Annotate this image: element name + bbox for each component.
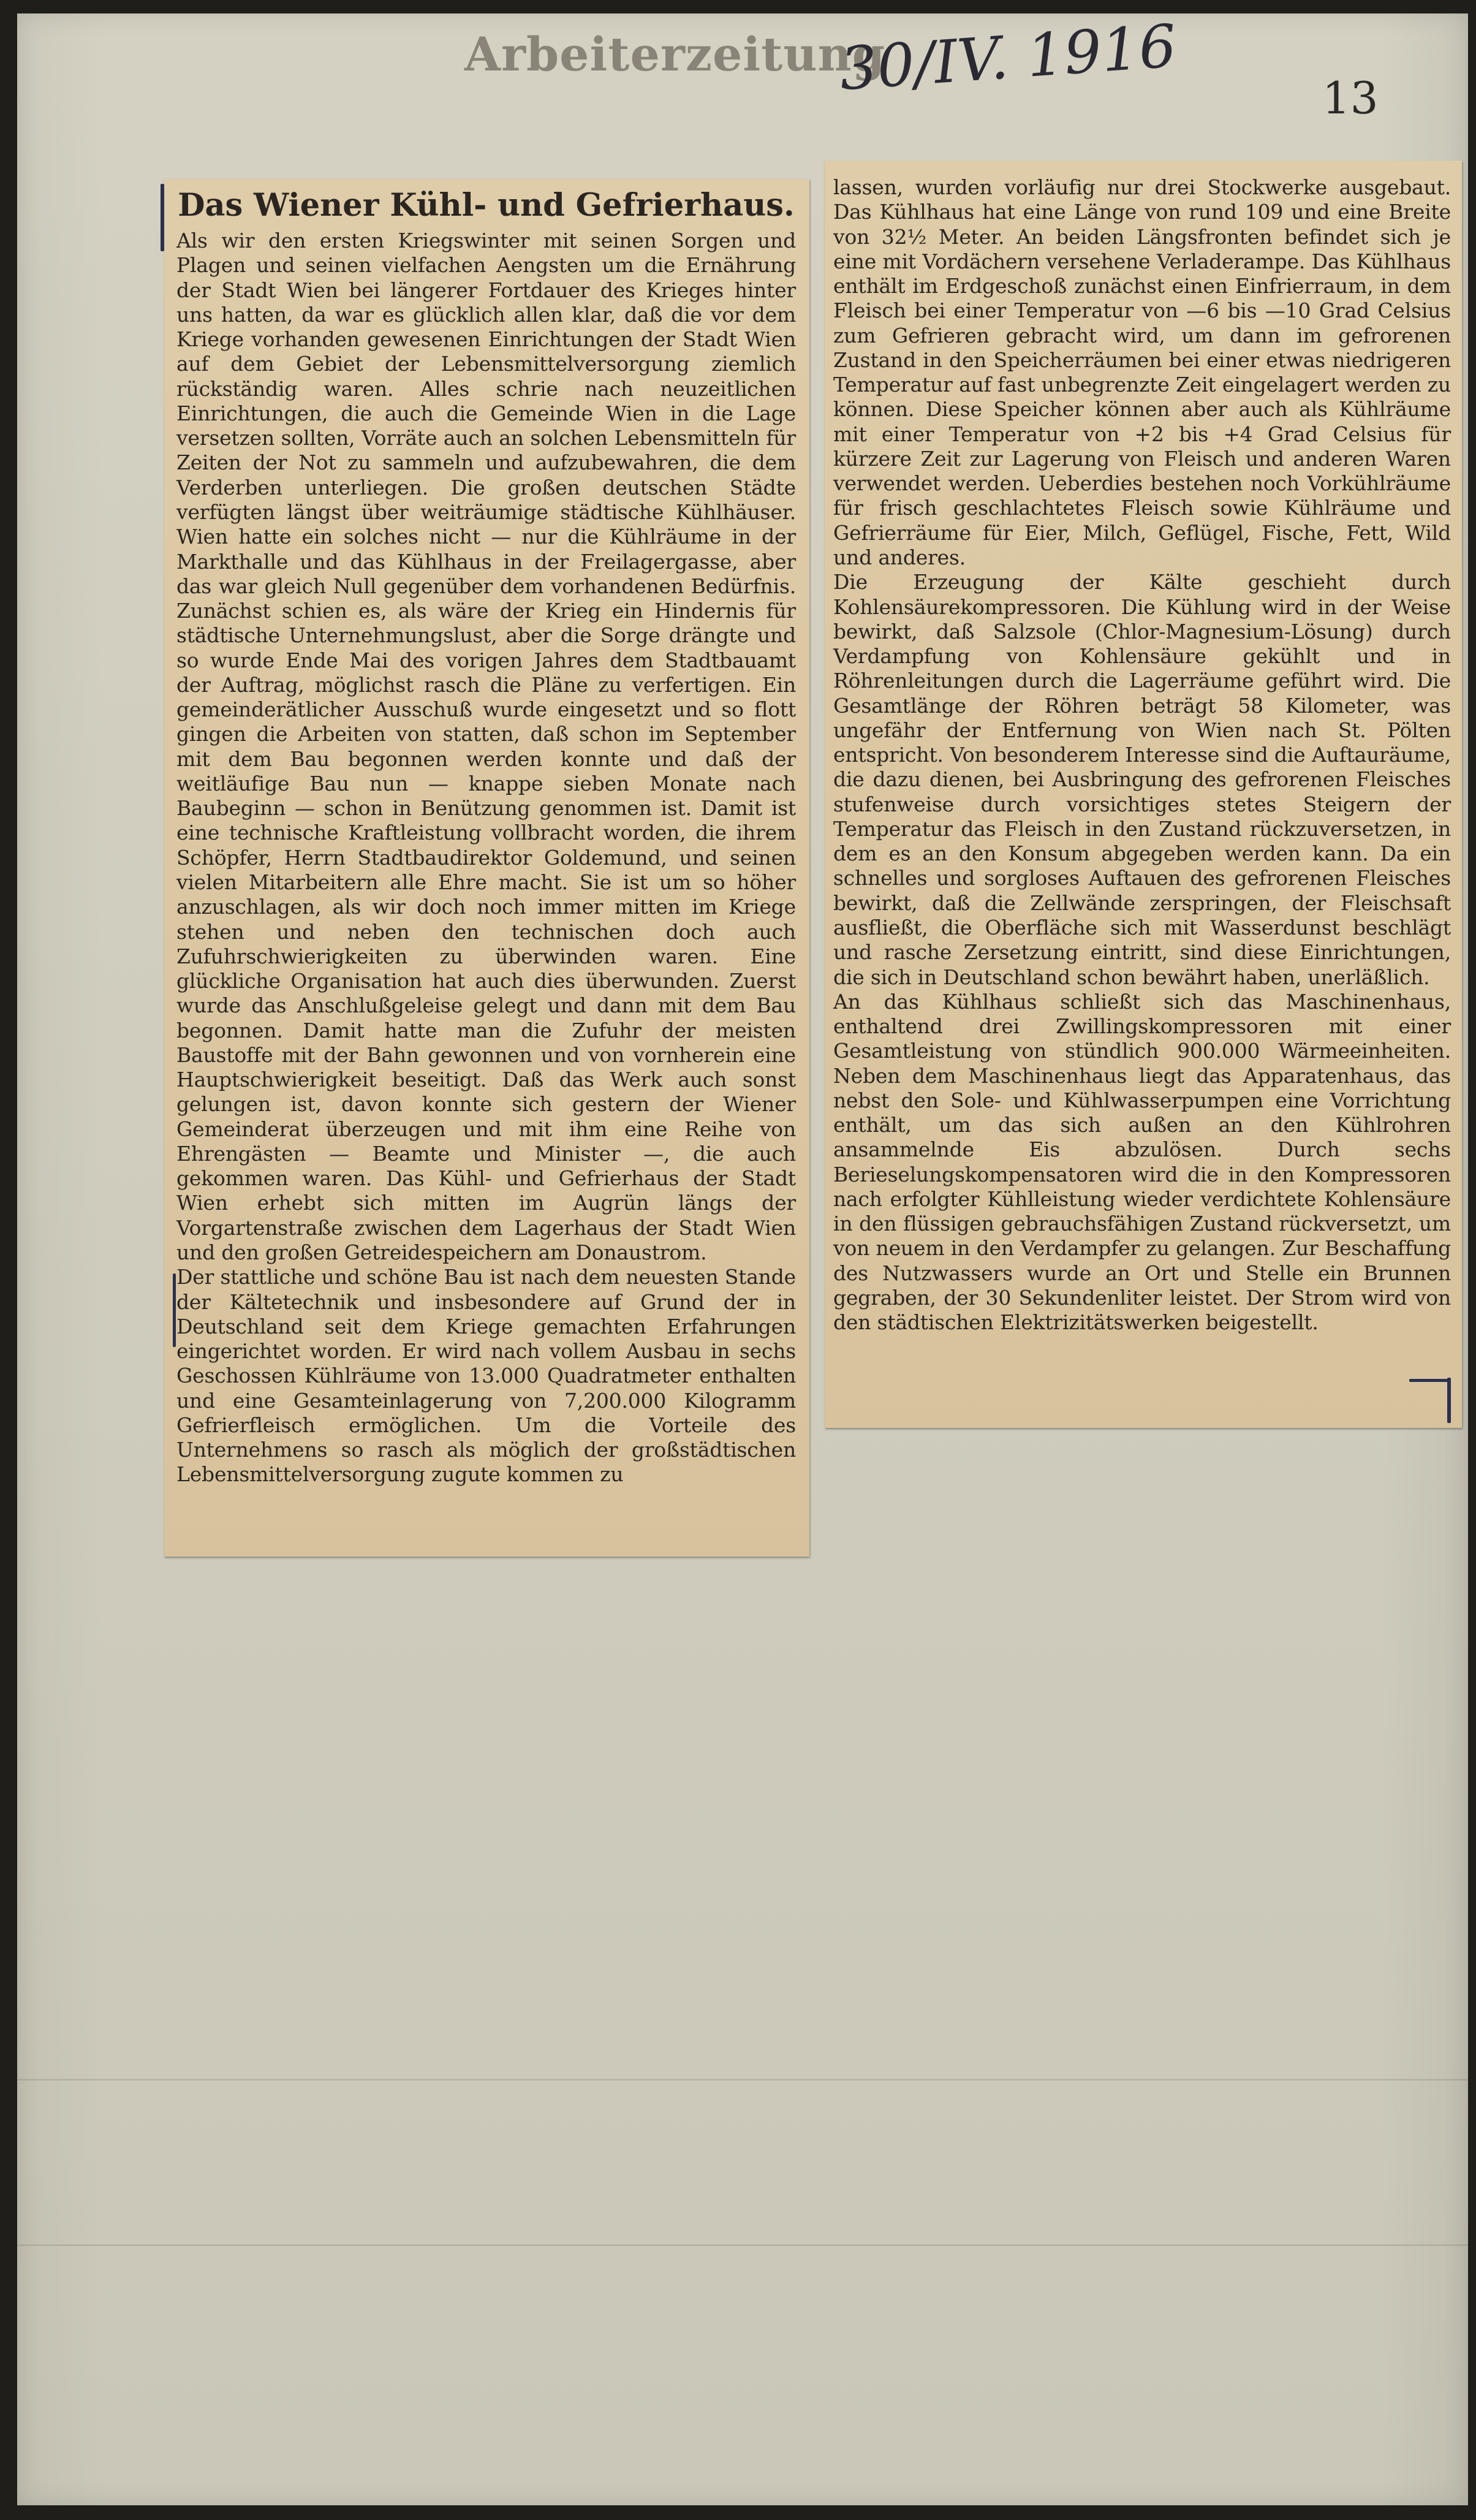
newspaper-stamp: Arbeiterzeitung <box>464 27 886 82</box>
pen-bracket-mark <box>1409 1379 1450 1382</box>
sheet-fold-line <box>17 2079 1468 2081</box>
page-number: 13 <box>1322 72 1379 124</box>
pen-bracket-mark <box>173 1273 176 1347</box>
clipping-right-column <box>825 161 1462 1428</box>
pen-bracket-mark <box>1447 1378 1451 1423</box>
pen-bracket-mark <box>161 184 164 251</box>
handwritten-date: 30/IV. 1916 <box>837 11 1179 104</box>
article-text-right: lassen, wurden vorläufig nur drei Stockwerke ausgebaut. Das Kühlhaus hat eine Länge von rund 109 und eine Breite von 32½ Meter. An beiden Längsfronten befindet sich je eine mit Vordächern versehene Verladerampe. Das Kühlhaus enthält im Erdgeschoß zunächst einen Einfrierraum, in dem Fleisch bei einer Temperatur von —6 bis —10 Grad Celsius zum Gefrieren gebracht wird, um dann im gefrorenen Zustand in den Speicherräumen bei einer etwas niedrigeren Temperatur auf fast unbegrenzte Zeit eingelagert werden zu können. Diese Speicher können aber auch als Kühlräume mit einer Temperatur von +2 bis +4 Grad Celsius für kürzere Zeit zur Lagerung von Fleisch und anderen Waren verwendet werden. Ueberdies bestehen noch Vorkühlräume für frisch geschlachtetes Fleisch sowie Kühlräume und Gefrierräume für Eier, Milch, Geflügel, Fische, Fett, Wild und anderes. Die Erzeugung der Kälte geschieht durch Kohlensäurekompressoren. Die Kühlung wird in der Weise bewirkt, daß Salzsole (Chlor-Magnesium-Lösung) durch Verdampfung von Kohlensäure gekühlt und in Röhrenleitungen durch die Lagerräume geführt wird. Die Gesamtlänge der Röhren beträgt 58 Kilometer, was ungefähr der Entfernung von Wien nach St. Pölten entspricht. Von besonderem Interesse sind die Auftauräume, die dazu dienen, bei Ausbringung des gefrorenen Fleisches stufenweise durch vorsichtiges stetes Steigern der Temperatur das Fleisch in den Zustand rückzuversetzen, in dem es an den Konsum abgegeben werden kann. Da ein schnelles und sorgloses Auftauen des gefrorenen Fleisches bewirkt, daß die Zellwände zerspringen, der Fleischsaft ausfließt, die Oberfläche sich mit Wasserdunst beschlägt und rasche Zersetzung eintritt, sind diese Einrichtungen, die sich in Deutschland schon bewährt haben, unerläßlich. An das Kühlhaus schließt sich das Maschinenhaus, enthaltend drei Zwillingskompressoren mit einer Gesamtleistung von stündlich 900.000 Wärmeeinheiten. Neben dem Maschinenhaus liegt das Apparatenhaus, das nebst den Sole- und Kühlwasserpumpen eine Vorrichtung enthält, um das sich außen an den Kühlrohren ansammelnde Eis abzulösen. Durch sechs Berieselungskompensatoren wird die in den Kompressoren nach erfolgter Kühlleistung wieder verdichtete Kohlensäure in den flüssigen gebrauchsfähigen Zustand rückversetzt, um von neuem in den Verdampfer zu gelangen. Zur Beschaffung des Nutzwassers wurde an Ort und Stelle ein Brunnen gegraben, der 30 Sekundenliter leistet. Der Strom wird von den städtischen Elektrizitätswerken beigestellt. <box>833 175 1451 1335</box>
clipping-left-column <box>164 179 809 1557</box>
article-headline: Das Wiener Kühl- und Gefrierhaus. <box>178 187 795 224</box>
article-text-left: Als wir den ersten Kriegswinter mit seinen Sorgen und Plagen und seinen vielfachen Aengsten um die Ernährung der Stadt Wien bei längerer Fortdauer des Krieges hinter uns hatten, da war es glücklich allen klar, daß die vor dem Kriege vorhanden gewesenen Einrichtungen der Stadt Wien auf dem Gebiet der Lebensmittelversorgung ziemlich rückständig waren. Alles schrie nach neuzeitlichen Einrichtungen, die auch die Gemeinde Wien in die Lage versetzen sollten, Vorräte auch an solchen Lebensmitteln für Zeiten der Not zu sammeln und aufzubewahren, die dem Verderben unterliegen. Die großen deutschen Städte verfügten längst über weiträumige städtische Kühlhäuser. Wien hatte ein solches nicht — nur die Kühlräume in der Markthalle und das Kühlhaus in der Freilagergasse, aber das war gleich Null gegenüber dem vorhandenen Bedürfnis. Zunächst schien es, als wäre der Krieg ein Hindernis für städtische Unternehmungslust, aber die Sorge drängte und so wurde Ende Mai des vorigen Jahres dem Stadtbauamt der Auftrag, möglichst rasch die Pläne zu verfertigen. Ein gemeinderätlicher Ausschuß wurde eingesetzt und so flott gingen die Arbeiten von statten, daß schon im September mit dem Bau begonnen werden konnte und daß der weitläufige Bau nun — knappe sieben Monate nach Baubeginn — schon in Benützung genommen ist. Damit ist eine technische Kraftleistung vollbracht worden, die ihrem Schöpfer, Herrn Stadtbaudirektor Goldemund, und seinen vielen Mitarbeitern alle Ehre macht. Sie ist um so höher anzuschlagen, als wir doch noch immer mitten im Kriege stehen und neben den technischen doch auch Zufuhrschwierigkeiten zu überwinden waren. Eine glückliche Organisation hat auch dies überwunden. Zuerst wurde das Anschlußgeleise gelegt und dann mit dem Bau begonnen. Damit hatte man die Zufuhr der meisten Baustoffe mit der Bahn gewonnen und von vornherein eine Hauptschwierigkeit beseitigt. Daß das Werk auch sonst gelungen ist, davon konnte sich gestern der Wiener Gemeinderat überzeugen und mit ihm eine Reihe von Ehrengästen — Beamte und Minister —, die auch gekommen waren. Das Kühl- und Gefrierhaus der Stadt Wien erhebt sich mitten im Augrün längs der Vorgartenstraße zwischen dem Lagerhaus der Stadt Wien und den großen Getreidespeichern am Donaustrom. Der stattliche und schöne Bau ist nach dem neuesten Stande der Kältetechnik und insbesondere auf Grund der in Deutschland seit dem Kriege gemachten Erfahrungen eingerichtet worden. Er wird nach vollem Ausbau in sechs Geschossen Kühlräume von 13.000 Quadratmeter enthalten und eine Gesamteinlagerung von 7,200.000 Kilogramm Gefrierfleisch ermöglichen. Um die Vorteile des Unternehmens so rasch als möglich der großstädtischen Lebensmittelversorgung zugute kommen zu <box>176 229 796 1487</box>
sheet-fold-line <box>17 2244 1468 2246</box>
